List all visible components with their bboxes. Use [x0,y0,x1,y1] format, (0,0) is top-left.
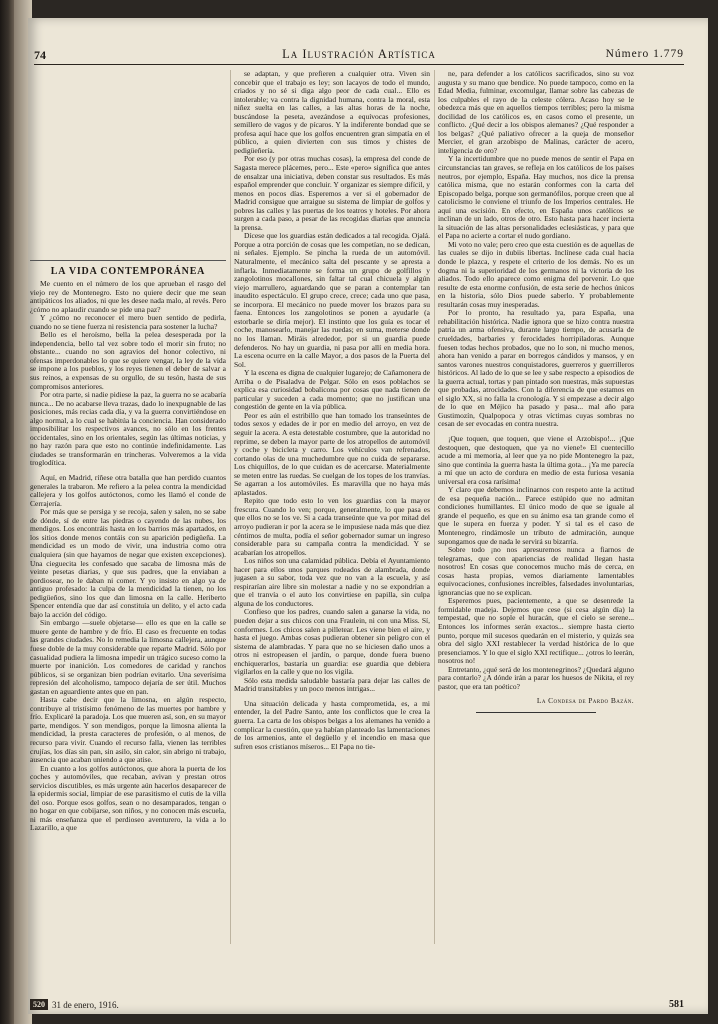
paragraph: Entretanto, ¿qué será de los montenegrinos? ¿Quedará alguno para contarlo? ¿A dónde irán a parar los huesos de Nikita, el rey pastor, que era tan poético? [438,664,634,691]
section-title: LA VIDA CONTEMPORÁNEA [50,266,206,277]
paragraph: Repito que todo esto lo ven los guardias con la mayor frescura. Cuando lo ven; porque, generalmente, lo que pasa es que ellos no se los ve. Si a cada transeúnte que va por mitad del arroyo pudieran ir por la acera se le impusiese nada más que diez céntimos de multa, podía el señor gobernador sumar un ingreso considerable para su campaña contra la mendicidad. Y se acabarían los atropellos. [234,496,430,557]
header-page-number: 74 [34,48,46,62]
footer-date: 31 de enero, 1916. [52,999,119,1010]
paragraph: Me cuento en el número de los que aprueban el rasgo del viejo rey de Montenegro. Esto no quiere decir que me sean antipáticos los aliados, ni que les desee nada malo, al revés. Pero ¿cómo no aplaudir cuando se pide una paz? [30,280,226,314]
column-separator [434,70,435,944]
page-header [34,48,684,65]
paragraph: Y claro que debemos inclinarnos con respeto ante la actitud de esa pequeña nación... Parece estúpido que no admitan condiciones humillantes. El único modo de que se iguale al grande el pequeño, es que en su ánimo esa tan grande como el que le supera en fuerza y poder. Y si tal es el caso de Montenegro, rindámosle un tributo de admiración, aunque supongamos que de nada le servirá su bizarría. [438,485,634,546]
book-spine [0,0,14,1024]
magazine-page [28,18,708,1014]
paragraph: se adaptan, y que prefieren a cualquier otra. Viven sin concebir que el trabajo es ley; son lacayos de todo el mundo, criados y no sé si diga algo peor de cada cual... Ello es intolerable; va contra la dignidad humana, contra la moral, esta niñez suelta en las calles, a las altas horas de la noche, buscándose la peseta, avezándose a equívocas profesiones, semillero de vagos y de pícaros. Y la indiferente bondad que se profesa aquí hace que los golfos encuentren gran simpatía en el público, a quien divierten con sus timos y chistes de pedigüeñería. [234,70,430,155]
column-separator [230,70,231,944]
paragraph: Dícese que los guardias están dedicados a tal recogida. Ojalá. Porque a otra porción de cosas que les competían, no se dedican, ni señales. Ejemplo. Se pincha la rueda de un automóvil. Naturalmente, el mecánico salta del pescante y se apresta a inflarla. Inmediatamente se forma un grupo de golfillos y zangolotinos mocallones, sin faltar tal cual chicuela y algún viejo marrullero, aguardando que se paran a contemplar tan inaudito espectáculo. El grupo crece, crece; cada uno que pasa, se incorpora. El mecánico no puede mover los brazos para su faena. Entonces los zangolotinos se ponen a ayudarle (a estorbarle se diría mejor). El instinto que los guía es tocar el coche, manosearlo, manejar las ruedas; en suma, meterse donde no los llaman. Miráis alrededor, por si un guardia puede defenderos. No hay un guardia, ni pasa por allí en media hora. La escena ocurre en la calle Mayor, a dos pasos de la Puerta del Sol. [234,231,430,369]
paragraph: Mi voto no vale; pero creo que esta cuestión es de aquellas de las cuales se dijo in dubiis libertas. Inclínese cada cual hacia donde le plazca, y respete el criterio de los demás. No es un dogma ni la superioridad de los germanos ni la victoria de los aliados. Todo ello aparece como enigma del porvenir. Lo que resulte de esta enorme confusión, de esta serie de hechos únicos en la historia, sólo Dios puede saberlo. Y probablemente resultarán cosas muy inesperadas. [438,239,634,309]
article-column-2 [234,70,430,944]
paragraph: Aquí, en Madrid, ríñese otra batalla que han perdido cuantos generales la trabaron. Me refiero a la pelea contra la mendicidad callejera y los golfos autóctonos, como les llamó el conde de Cerrajería. [30,473,226,508]
paragraph: Peor es aún el estribillo que han tomado los transeúntes de todos sexos y edades de ir por en medio del arroyo, en vez de seguir la acera. A esta detestable costumbre, que la autoridad no reprime, se deben la mayor parte de los atropellos de automóvil y coche y bicicleta y carro. Los vehículos van refrenados, cortando olas de una muchedumbre que no cuida de separarse. Los chiquillos, de lo que cuidan es de acercarse. Materialmente se meten entre las ruedas. Se cuelgan de los topes de los tranvías. Se agarran a los automóviles. Es maravilla que no haya más aplastados. [234,410,430,497]
section-rule [30,260,226,261]
paragraph: Y ¿cómo no reconocer el mero buen sentido de pedirla, cuando no se tiene fuerza ni resistencia para sostener la lucha? [30,313,226,331]
paragraph: Y la incertidumbre que no puede menos de sentir el Papa en circunstancias tan graves, se refleja en los católicos de los países neutros, por ejemplo, España. Hay muchos, nos dice la prensa católica misma, que no estarán conformes con la carta del Episcopado belga, porque son germanófilos, porque creen que al catolicismo le conviene el triunfo de los Imperios centrales. He aquí una escisión. En efecto, en España unos católicos se inclinan de un lado, otros de otro. Esto hasta para hacer incierta la situación de las altas personalidades eclesiásticas, y para que el Papa no acierte a cortar el nudo gordiano. [438,154,634,241]
paragraph: Hasta cabe decir que la limosna, en algún respecto, contribuye al tristísimo fenómeno de las muertes por hambre y frío. Explicaré la paradoja. Los que mueren así, son, en su mayor parte, mendigos. Y son mendigos, porque la limosna alienta la mendicidad, la presta caracteres de profesión, o al menos, de recurso para vivir. Cuando el recurso falla, vienen las terribles crujías, los días sin pan, sin asilo, sin calor, sin abrigo ni trabajo, ausencia que acaban uniendo a que atise. [30,695,226,765]
paragraph: Confieso que los padres, cuando salen a ganarse la vida, no pueden dejar a sus chicos con una Fraulein, ni con una Miss. Sí, conformes. Los chicos salen a pilletear. Les viene bien el aire, y hasta el juego. Ambas cosas pudieran obtener sin peligro con el sistema de alambradas. Y para que no se hiciesen daño unos a otros ni estropeasen el jardín, o parque, donde fuera bueno enchiquerarlos, bastaría un guardia: ese guardia que debiera vigilarlos en la calle y que no los vigila. [234,607,430,677]
paragraph: Por lo pronto, ha resultado ya, para España, una rehabilitación histórica. Nadie ignora que se hizo contra nuestra patria un arma ofensiva, durante largo tiempo, de acusarla de crueldades, barbaries y ferocidades horripiladoras. Aunque fuesen todas hechos probados, que no lo son, ni mucho menos, ahora han venido a parar en borregos cándidos y mansos, y en santos varones nuestros conquistadores, guerreros y guerrilleros históricos. Al lado de lo que se lee y sabe respecto a episodios de la guerra actual, tortas y pan pintado son nuestras, más supuestas que probadas, atrocidades. Con la diferencia de que estamos en el siglo XX, si no falla la cronología. Y si empezase a decir algo de lo que en Méjico ha pasado y pasa... mal año para Gustimozín, Qualpopoca y otras víctimas cuyas sombras no cesan de ser evocadas en contra nuestra. [438,308,634,429]
article-column-3 [438,70,634,944]
publication-title: La Ilustración Artística [282,47,436,61]
page-footer [30,999,119,1010]
footer-page-number: 581 [669,999,684,1010]
paragraph: ¡Que toquen, que toquen, que viene el Arzobispo!... ¡Que destoquen, que destoquen, que ya no viene!» El cuentecillo acude a mi memoria, al leer que ya no pide Montenegro la paz, sino que continúa la guerra hasta la última gota... ¡Ya me parecía a mí que un acto de cordura en medio de esta furiosa vesania universal era cosa rarísima! [438,433,634,486]
paragraph: Esperemos pues, pacientemente, a que se desenrede la formidable madeja. Dejemos que cese (si cesa algún día) la tempestad, que no sople el huracán, que el cielo se serene... Entonces los informes serán exactos... siempre hasta cierto punto, porque mil sucesos quedarán en el misterio, y quizás sea obra del siglo XXI restablecer la verdad histórica de lo que presenciamos. Y lo que el siglo XXI rectifique... ¿otros lo leerán, nosotros no! [438,596,634,666]
paragraph: Sin embargo —suele objetarse— ello es que en la calle se muere gente de hambre y de frío. El caso es frecuente en todas las grandes ciudades. No lo remedia la limosna callejera, aunque fuese doble de la muy considerable que reparte Madrid. Sólo por casualidad pudiera la limosna impedir un trágico suceso como la muerte por inanición. Los comedores de caridad y ranchos públicos, si se organizan bien podrían evitarlo. Una severísima represión del alcoholismo, tampoco dejaría de ser útil. Muchos gastan en aguardiente antes que en pan. [30,618,226,696]
issue-code-badge: 520 [30,999,48,1010]
paragraph: Sólo esta medida saludable bastaría para dejar las calles de Madrid transitables y un poco menos intrigas... [234,675,430,694]
paragraph: Por más que se persiga y se recoja, salen y salen, no se sabe de dónde, sí de entre las piedras o cayendo de las nubes, los mendigos. Los encontráis hasta en los barrios más apartados, en los sitios donde menos contáis con su aparición pedigüeña. La mendicidad es un modo de vivir, una industria como otra cualquiera (sin que hayamos de negar que existen excepciones). Una cieguecita les confesado que sacaba de limosna más de veinte pesetas diarias, y que sus padres, que la enviaban a pordiosear, no le daban ni comer. Y yo insisto en algo ya de antiguo profesado: la culpa de la mendicidad la tienen, no los pedigüeños, sino los que dan limosna en la calle. Heriberto Spencer entendía que dar así constituía un delito, y el acto cada bajo la acción del código. [30,507,226,619]
author-signature: La Condesa de Pardo Bazán. [536,696,634,706]
paragraph: Por eso (y por otras muchas cosas), la empresa del conde de Sagasta merece plácemes, pero... Este «pero» significa que antes de ensalzar una iniciativa, deben constar sus resultados. Es más español emprender que concluir. Y organizar es siempre difícil, y menos en pocos días. Esperemos a ver si el gobernador de Madrid consigue que arraigue su sistema de limpiar de golfos y pobres las calles y las puertas de los teatros y hoteles. Por ahora surgen a cada paso, a pesar de las recogidas diarias que anuncia la prensa. [234,154,430,232]
paragraph: Una situación delicada y hasta comprometida, es, a mi entender, la del Padre Santo, ante los conflictos que le crea la guerra. La carta de los obispos belgas a los alemanes ha venido a complicar la cuestión, que ya habían planteado las lamentaciones de los armenios, ante el degüello y el incendio en masa que sufren esos cristianos míseros... El Papa no tie- [234,698,430,751]
paragraph: Y la escena es digna de cualquier lugarejo; de Cañamonera de Arriba o de Pisaladva de Pelgar. Sólo en esos poblachos se explica esa curiosidad bobalicona por cosas que nada tienen de particular y suceden a cada momento; que no justifican una congestión de gente en la vía pública. [234,368,430,412]
end-rule [476,712,596,713]
paragraph: ne, para defender a los católicos sacrificados, sino su voz augusta y su mano que bendice. No puede tampoco, como en la Edad Media, fulminar, excomulgar, llamar sobre las cabezas de los culpables el rayo de la celeste cólera. Acaso hoy se le obedezca más que en aquellos tiempos terribles; pero la misma docilidad de los católicos es, en casos como el presente, un conflicto. ¿Qué decir a los obispos alemanes? ¿Qué responder a los belgas? ¿Qué paliativo ofrecer a la queja de monseñor Mercier, el gran arzobispo de Malinas, carácter de acero, inteligencia de oro? [438,70,634,155]
paragraph: En cuanto a los golfos autóctonos, que ahora la puerta de los coches y automóviles, que recaban, avivan y prestan otros servicios discutibles, es más urgente aún hacerlos desaparecer de la epidermis social, limpiar de ese parasitismo el cutis de la villa del oso. Porque esos golfos, sean o no desamparados, tengan o no hogar en que cobijarse, son niños, y no conocen más escuela, ni más enseñanza que el perdioseo aventurero, la vida a lo Lazarillo, a que [30,763,226,833]
paragraph: Por otra parte, si nadie pidiese la paz, la guerra no se acabaría nunca... De no acabarse lleva trazas, dado lo inexpugnable de las posiciones, más recias cada día, y va la guerra convirtiéndose en algo normal, a lo cual se habitúa la conciencia. Han considerado imposibilitar los respectivos avances, no sólo en los frentes occidentales, sino en los orientales, según las últimas noticias, y no hay razón para que esto no continúe indefinidamente. Las ciudades se transformarán en trincheras. Volveremos a la vida troglodítica. [30,390,226,468]
paragraph: Bello es el heroísmo, bella la pelea desesperada por la independencia, bello tal vez sobre todo el morir sin fruto; no obstante... cuando no son agravios del honor colectivo, ni ofensas imperdonables lo que se quiere vengar, la ley de la vida se impone a los pueblos, y los reyes tienen el deber de salvar a sus reinos, a expensas de su orgullo, de su tesón, hasta de sus compromisos anteriores. [30,330,226,391]
issue-number: Número 1.779 [605,48,684,60]
paragraph: Los niños son una calamidad pública. Debía el Ayuntamiento hacer para ellos unos parques rodeados de alambrada, donde jugasen a su sabor, toda vez que no van a la escuela, y así respirarían aire libre sin molestar a nadie y no se expondrían a que el tranvía o el auto los convirtiese en papilla, sin culpa alguna de los conductores. [234,556,430,608]
paragraph: Sobre todo ¡no nos apresuremos nunca a fiarnos de telegramas, que con apariencias de realidad llegan hasta nosotros! En cosas que conocemos mucho más de cerca, en cosas hasta propias, vemos diariamente lamentables equivocaciones, confusiones increíbles, falsedades involuntarias, ignorancias que no se explican. [438,545,634,597]
article-column-1 [30,280,226,1014]
